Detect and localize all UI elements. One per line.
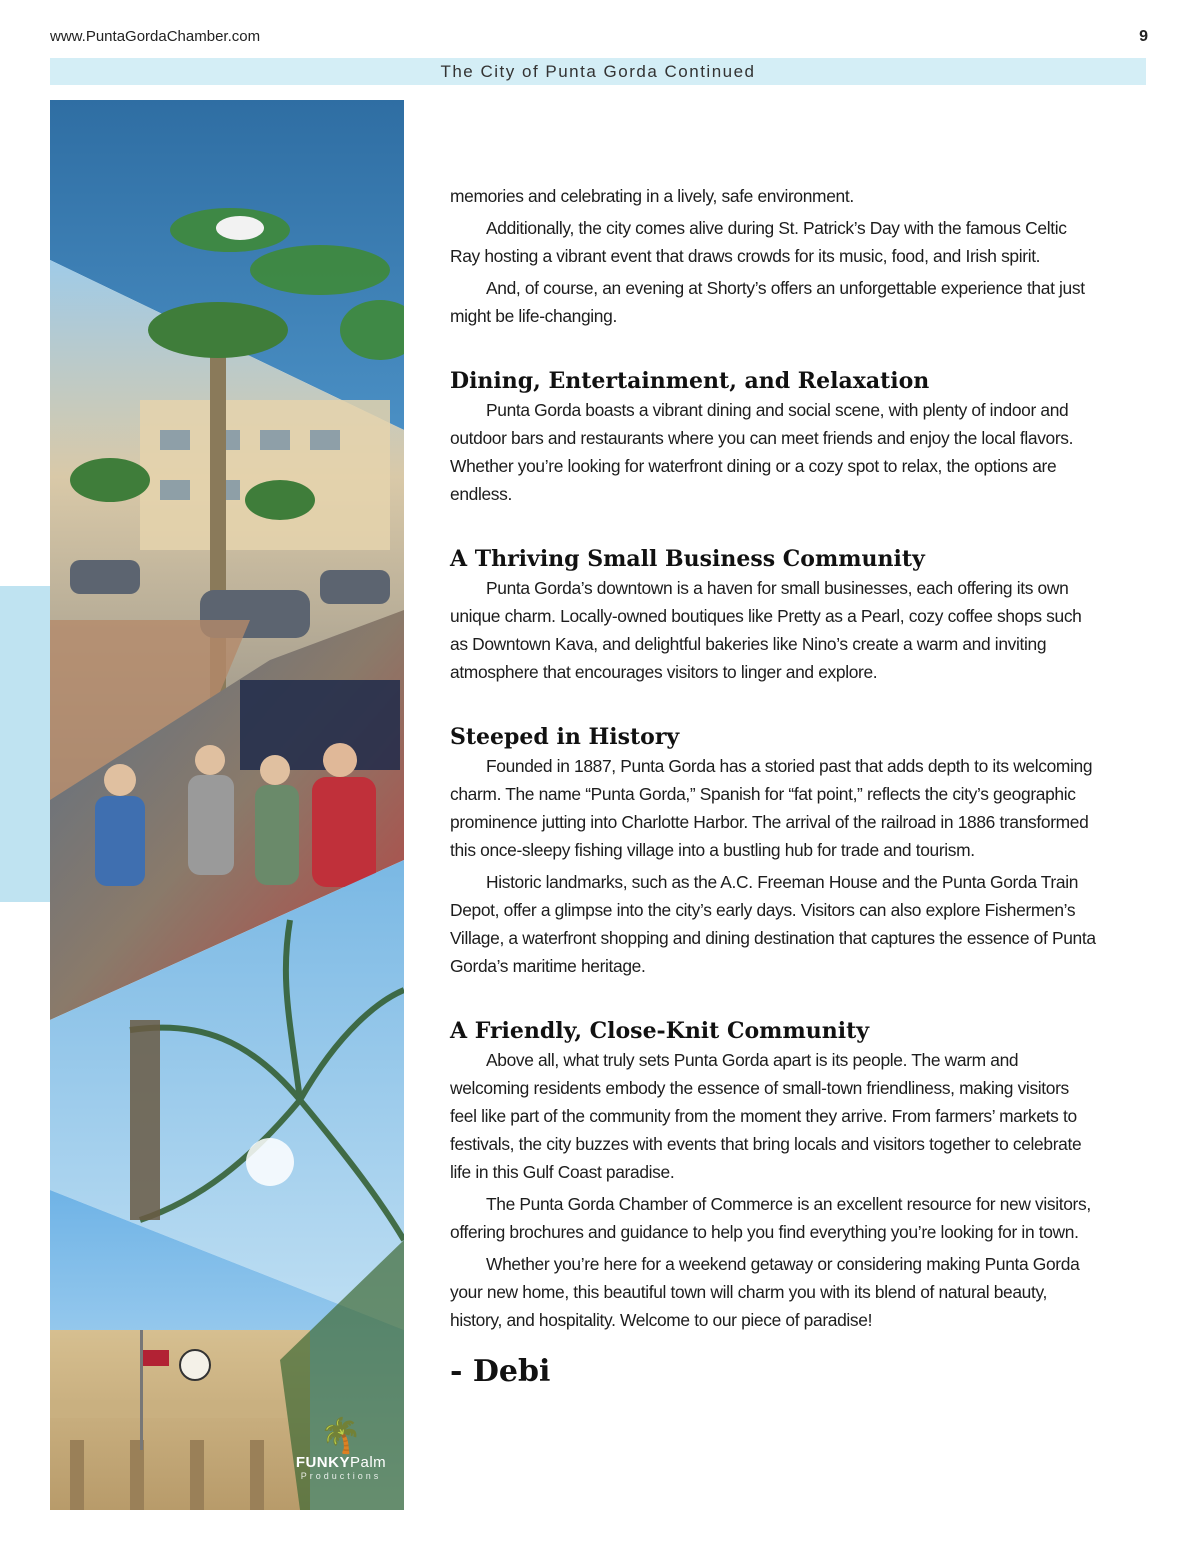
intro-paragraph: memories and celebrating in a lively, safe environment.: [450, 186, 854, 206]
site-url: www.PuntaGordaChamber.com: [50, 28, 261, 45]
section-paragraph: Above all, what truly sets Punta Gorda apart is its people. The warm and welcoming residents embody the essence of small-town friendliness, making visitors feel like part of the community from the moment they arrive. From farmers’ markets to festivals, the city buzzes with events that bring locals and visitors together to celebrate life in this Gulf Coast paradise.: [450, 1050, 1082, 1182]
photo-collage: [50, 100, 404, 1510]
section-paragraph: Whether you’re here for a weekend getaway or considering making Punta Gorda your new home, this beautiful town will charm you with its blend of natural beauty, history, and hospitality. Welcome to our piece of paradise!: [450, 1254, 1080, 1330]
intro-paragraph: And, of course, an evening at Shorty’s offers an unforgettable experience that just might be life-changing.: [450, 278, 1085, 326]
section-paragraph: Historic landmarks, such as the A.C. Freeman House and the Punta Gorda Train Depot, offer a glimpse into the city’s early days. Visitors can also explore Fishermen’s Village, a waterfront shopping and dining destination that captures the essence of Punta Gorda’s maritime heritage.: [450, 872, 1096, 976]
section-heading: Dining, Entertainment, and Relaxation: [450, 368, 930, 394]
section-paragraph: The Punta Gorda Chamber of Commerce is an excellent resource for new visitors, offering brochures and guidance to help you find everything you’re looking for in town.: [450, 1194, 1091, 1242]
funky-palm-logo: [286, 1418, 396, 1481]
section-heading: A Thriving Small Business Community: [450, 546, 925, 572]
section-banner: The City of Punta Gorda Continued: [50, 58, 1146, 85]
section-paragraph: Founded in 1887, Punta Gorda has a storied past that adds depth to its welcoming charm. The name “Punta Gorda,” Spanish for “fat point,” reflects the city’s geographic prominence jutting into Charlotte Harbor. The arrival of the railroad in 1886 transformed this once-sleepy fishing village into a bustling hub for trade and tourism.: [450, 756, 1093, 860]
side-tab: [0, 586, 50, 902]
page-number: 9: [1139, 28, 1148, 45]
signature: - Debi: [450, 1354, 551, 1389]
section-paragraph: Punta Gorda’s downtown is a haven for small businesses, each offering its own unique charm. Locally-owned boutiques like Pretty as a Pearl, cozy coffee shops such as Downtown Kava, and delightful bakeries like Nino’s create a warm and inviting atmosphere that encourages visitors to linger and explore.: [450, 578, 1082, 682]
section-heading: A Friendly, Close-Knit Community: [450, 1018, 870, 1044]
logo-name: FUNKYPalm: [295, 1454, 387, 1471]
section-paragraph: Punta Gorda boasts a vibrant dining and social scene, with plenty of indoor and outdoor bars and restaurants where you can meet friends and enjoy the local flavors. Whether you’re looking for waterfront dining or a cozy spot to relax, the options are endless.: [450, 400, 1074, 504]
logo-subtitle: Productions: [300, 1471, 382, 1481]
intro-paragraph: Additionally, the city comes alive during St. Patrick’s Day with the famous Celtic Ray hosting a vibrant event that draws crowds for its music, food, and Irish spirit.: [450, 218, 1067, 266]
article-body: [450, 182, 1100, 1389]
collage-image: [50, 100, 404, 1510]
section-heading: Steeped in History: [450, 724, 680, 750]
palm-tree-icon: 🌴: [319, 1417, 363, 1455]
